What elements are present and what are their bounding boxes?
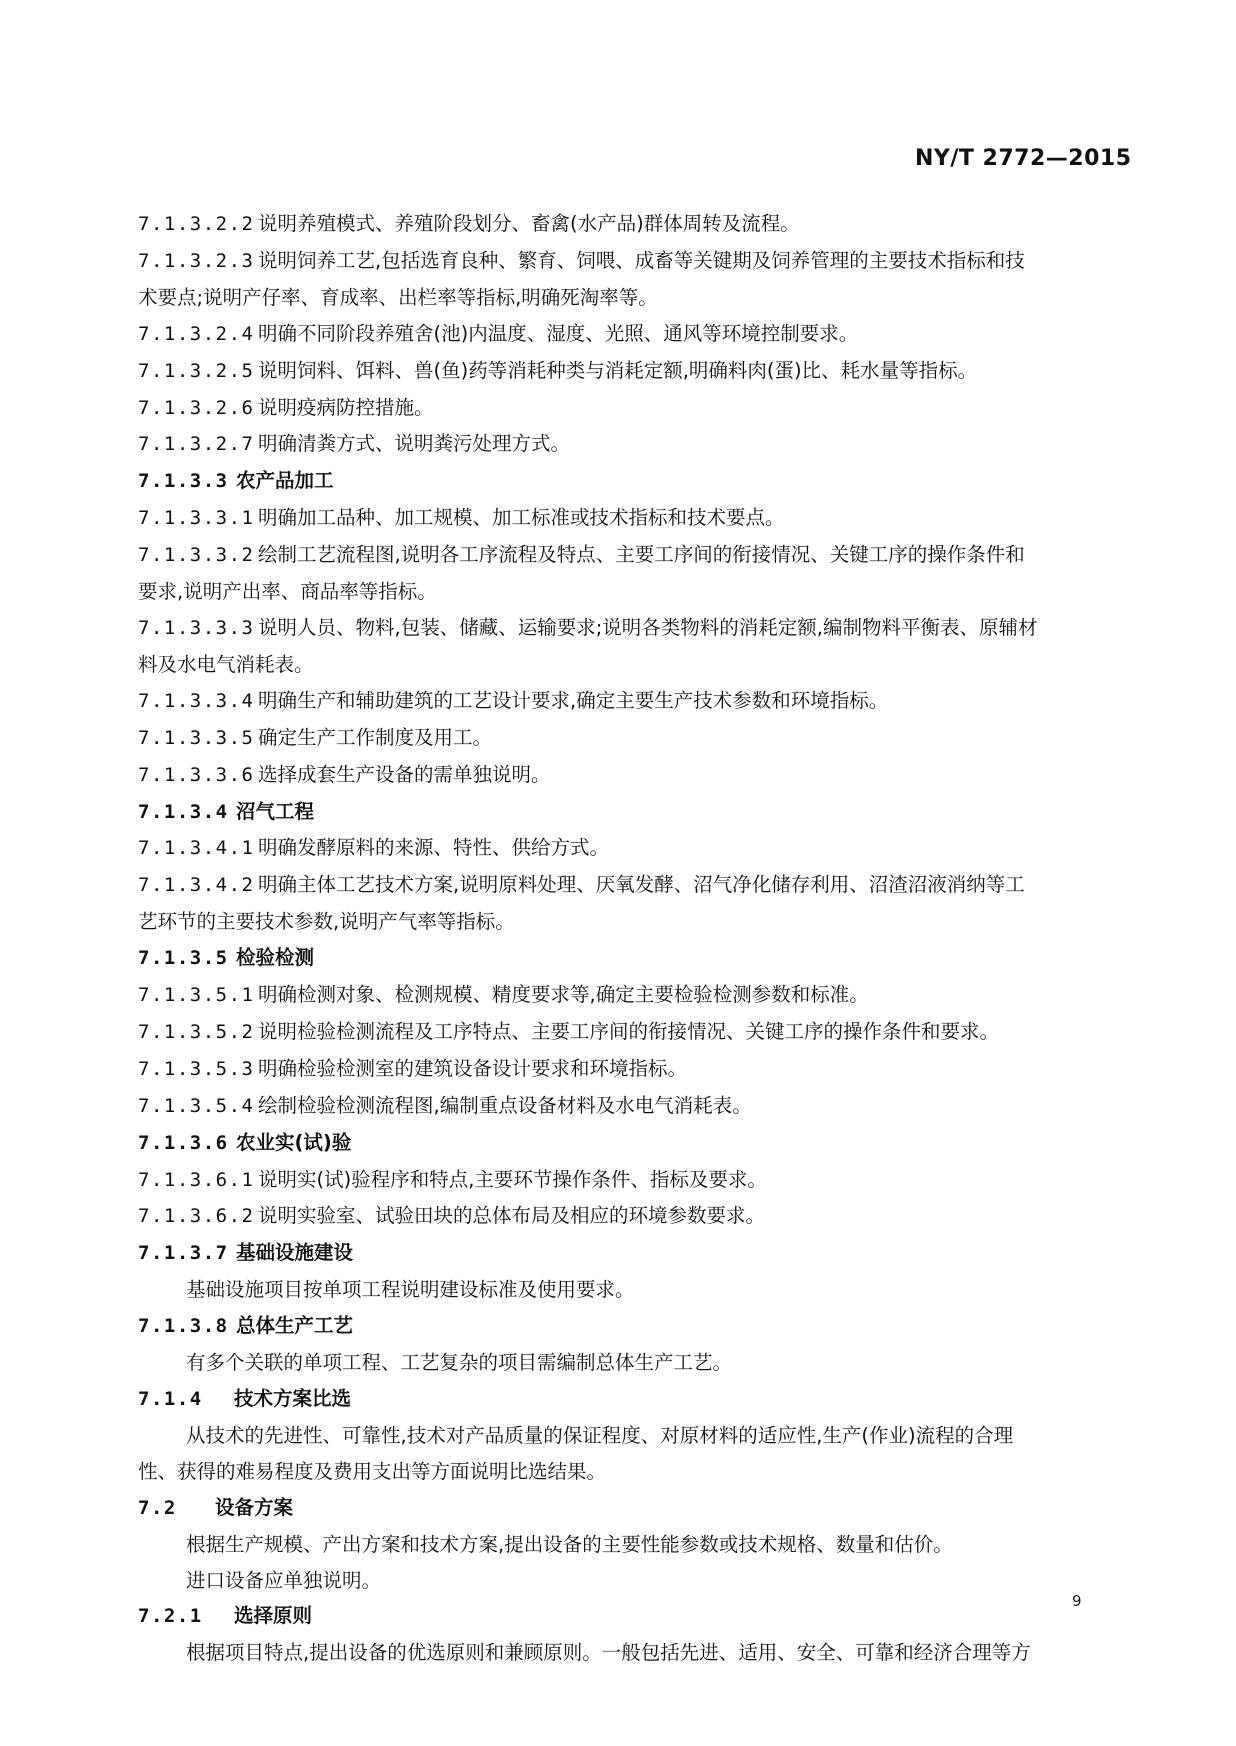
paragraph-line bbox=[138, 1527, 1098, 1563]
numbered-clause bbox=[138, 757, 1098, 794]
clause-text: 农业实(试)验 bbox=[236, 1130, 352, 1154]
clause-text: 说明实验室、试验田块的总体布局及相应的环境参数要求。 bbox=[258, 1204, 766, 1228]
section-heading bbox=[138, 1490, 1098, 1527]
paragraph-line bbox=[138, 1272, 1098, 1308]
clause-text: 农产品加工 bbox=[236, 469, 334, 493]
numbered-clause bbox=[138, 1162, 1098, 1199]
clause-number: 7.1.3.6 bbox=[138, 1131, 229, 1154]
clause-text: 总体生产工艺 bbox=[236, 1314, 354, 1338]
continuation-line bbox=[138, 647, 1098, 683]
continuation-line bbox=[138, 574, 1098, 610]
section-heading bbox=[138, 940, 1098, 977]
clause-text: 有多个关联的单项工程、工艺复杂的项目需编制总体生产工艺。 bbox=[186, 1351, 733, 1375]
clause-number: 7.1.3.3.5 bbox=[138, 726, 255, 749]
clause-number: 7.1.3.6.2 bbox=[138, 1205, 255, 1228]
numbered-clause bbox=[138, 977, 1098, 1014]
numbered-clause bbox=[138, 243, 1098, 280]
clause-number: 7.1.3.2.6 bbox=[138, 396, 255, 419]
clause-text: 说明饲养工艺,包括选育良种、繁育、饲喂、成畜等关键期及饲养管理的主要技术指标和技 bbox=[258, 248, 1025, 272]
clause-text: 艺环节的主要技术参数,说明产气率等指标。 bbox=[138, 910, 515, 934]
clause-text: 沼气工程 bbox=[236, 799, 315, 823]
section-heading bbox=[138, 794, 1098, 831]
clause-text: 技术方案比选 bbox=[234, 1387, 352, 1410]
numbered-clause bbox=[138, 500, 1098, 537]
numbered-clause bbox=[138, 720, 1098, 757]
paragraph-line bbox=[138, 1563, 1098, 1599]
clause-text: 说明人员、物料,包装、储藏、运输要求;说明各类物料的消耗定额,编制物料平衡表、原辅材 bbox=[258, 615, 1038, 639]
numbered-clause bbox=[138, 426, 1098, 463]
numbered-clause bbox=[138, 683, 1098, 720]
numbered-clause bbox=[138, 316, 1098, 353]
clause-number: 7.1.3.2.5 bbox=[138, 359, 255, 382]
clause-text: 根据生产规模、产出方案和技术方案,提出设备的主要性能参数或技术规格、数量和估价。 bbox=[186, 1532, 953, 1556]
paragraph-line bbox=[138, 1345, 1098, 1381]
clause-number: 7.1.3.6.1 bbox=[138, 1168, 255, 1191]
paragraph-line bbox=[138, 1418, 1098, 1454]
clause-text: 选择原则 bbox=[234, 1604, 313, 1628]
clause-text: 术要点;说明产仔率、育成率、出栏率等指标,明确死淘率等。 bbox=[138, 285, 658, 309]
clause-text: 进口设备应单独说明。 bbox=[186, 1568, 382, 1592]
clause-text: 明确加工品种、加工规模、加工标准或技术指标和技术要点。 bbox=[258, 506, 785, 530]
clause-text: 确定生产工作制度及用工。 bbox=[258, 725, 493, 749]
clause-text: 料及水电气消耗表。 bbox=[138, 652, 314, 676]
clause-number: 7.1.3.3.2 bbox=[138, 544, 255, 567]
numbered-clause bbox=[138, 1198, 1098, 1235]
clause-text: 明确发酵原料的来源、特性、供给方式。 bbox=[258, 836, 610, 860]
clause-number: 7.1.3.7 bbox=[138, 1242, 229, 1265]
section-heading bbox=[138, 463, 1098, 500]
numbered-clause bbox=[138, 206, 1098, 243]
clause-number: 7.1.4 bbox=[138, 1388, 203, 1410]
clause-number: 7.1.3.3.6 bbox=[138, 763, 255, 786]
clause-text: 说明养殖模式、养殖阶段划分、畜禽(水产品)群体周转及流程。 bbox=[258, 212, 800, 235]
clause-number: 7.1.3.2.7 bbox=[138, 433, 255, 456]
numbered-clause bbox=[138, 1014, 1098, 1051]
clause-number: 7.1.3.5.2 bbox=[138, 1020, 255, 1043]
paragraph-line bbox=[138, 1635, 1098, 1671]
section-heading bbox=[138, 1308, 1098, 1345]
clause-text: 明确不同阶段养殖舍(池)内温度、湿度、光照、通风等环境控制要求。 bbox=[258, 321, 859, 345]
clause-text: 要求,说明产出率、商品率等指标。 bbox=[138, 580, 437, 604]
clause-number: 7.1.3.2.4 bbox=[138, 322, 255, 345]
clause-number: 7.2 bbox=[138, 1496, 177, 1519]
clause-number: 7.1.3.2.3 bbox=[138, 249, 255, 272]
clause-text: 基础设施项目按单项工程说明建设标准及使用要求。 bbox=[186, 1278, 635, 1302]
clause-text: 说明实(试)验程序和特点,主要环节操作条件、指标及要求。 bbox=[258, 1167, 767, 1191]
section-heading bbox=[138, 1381, 1098, 1418]
clause-text: 绘制检验检测流程图,编制重点设备材料及水电气消耗表。 bbox=[258, 1093, 752, 1117]
numbered-clause bbox=[138, 537, 1098, 574]
clause-number: 7.1.3.5.4 bbox=[138, 1094, 255, 1117]
numbered-clause bbox=[138, 1051, 1098, 1088]
continuation-line bbox=[138, 1454, 1098, 1490]
numbered-clause bbox=[138, 1088, 1098, 1125]
document-body bbox=[138, 206, 1098, 1671]
clause-text: 明确主体工艺技术方案,说明原料处理、厌氧发酵、沼气净化储存利用、沼渣沼液消纳等工 bbox=[258, 873, 1025, 897]
clause-text: 说明饲料、饵料、兽(鱼)药等消耗种类与消耗定额,明确料肉(蛋)比、耗水量等指标。 bbox=[258, 358, 978, 382]
clause-text: 绘制工艺流程图,说明各工序流程及特点、主要工序间的衔接情况、关键工序的操作条件和 bbox=[258, 543, 1025, 567]
clause-text: 说明检验检测流程及工序特点、主要工序间的衔接情况、关键工序的操作条件和要求。 bbox=[258, 1019, 1000, 1043]
page-number: 9 bbox=[1072, 1592, 1082, 1610]
clause-text: 设备方案 bbox=[215, 1495, 294, 1519]
clause-text: 明确清粪方式、说明粪污处理方式。 bbox=[258, 432, 571, 456]
section-heading bbox=[138, 1125, 1098, 1162]
clause-text: 基础设施建设 bbox=[236, 1241, 354, 1265]
clause-number: 7.1.3.3 bbox=[138, 470, 229, 493]
clause-number: 7.1.3.4 bbox=[138, 800, 229, 823]
clause-number: 7.1.3.2.2 bbox=[138, 213, 255, 235]
section-heading bbox=[138, 1598, 1098, 1635]
standard-code: NY/T 2772—2015 bbox=[915, 146, 1132, 171]
clause-text: 明确生产和辅助建筑的工艺设计要求,确定主要生产技术参数和环境指标。 bbox=[258, 688, 889, 712]
clause-number: 7.1.3.5 bbox=[138, 947, 229, 970]
numbered-clause bbox=[138, 390, 1098, 427]
clause-number: 7.1.3.4.2 bbox=[138, 874, 255, 897]
clause-number: 7.2.1 bbox=[138, 1605, 203, 1628]
clause-number: 7.1.3.5.3 bbox=[138, 1057, 255, 1080]
numbered-clause bbox=[138, 610, 1098, 647]
clause-text: 明确检验检测室的建筑设备设计要求和环境指标。 bbox=[258, 1056, 688, 1080]
clause-text: 说明疫病防控措施。 bbox=[258, 395, 434, 419]
clause-number: 7.1.3.4.1 bbox=[138, 837, 255, 860]
continuation-line bbox=[138, 280, 1098, 316]
continuation-line bbox=[138, 904, 1098, 940]
clause-text: 选择成套生产设备的需单独说明。 bbox=[258, 762, 551, 786]
clause-text: 明确检测对象、检测规模、精度要求等,确定主要检验检测参数和标准。 bbox=[258, 983, 869, 1007]
clause-text: 检验检测 bbox=[236, 946, 315, 970]
clause-number: 7.1.3.3.3 bbox=[138, 616, 255, 639]
numbered-clause bbox=[138, 867, 1098, 904]
clause-number: 7.1.3.3.1 bbox=[138, 507, 255, 530]
clause-number: 7.1.3.5.1 bbox=[138, 984, 255, 1007]
clause-text: 性、获得的难易程度及费用支出等方面说明比选结果。 bbox=[138, 1459, 607, 1483]
clause-text: 根据项目特点,提出设备的优选原则和兼顾原则。一般包括先进、适用、安全、可靠和经济合理等方 bbox=[186, 1641, 1031, 1665]
numbered-clause bbox=[138, 353, 1098, 390]
clause-text: 从技术的先进性、可靠性,技术对产品质量的保证程度、对原材料的适应性,生产(作业)流程的合理 bbox=[186, 1423, 1014, 1447]
clause-number: 7.1.3.3.4 bbox=[138, 689, 255, 712]
numbered-clause bbox=[138, 830, 1098, 867]
section-heading bbox=[138, 1235, 1098, 1272]
clause-number: 7.1.3.8 bbox=[138, 1315, 229, 1338]
